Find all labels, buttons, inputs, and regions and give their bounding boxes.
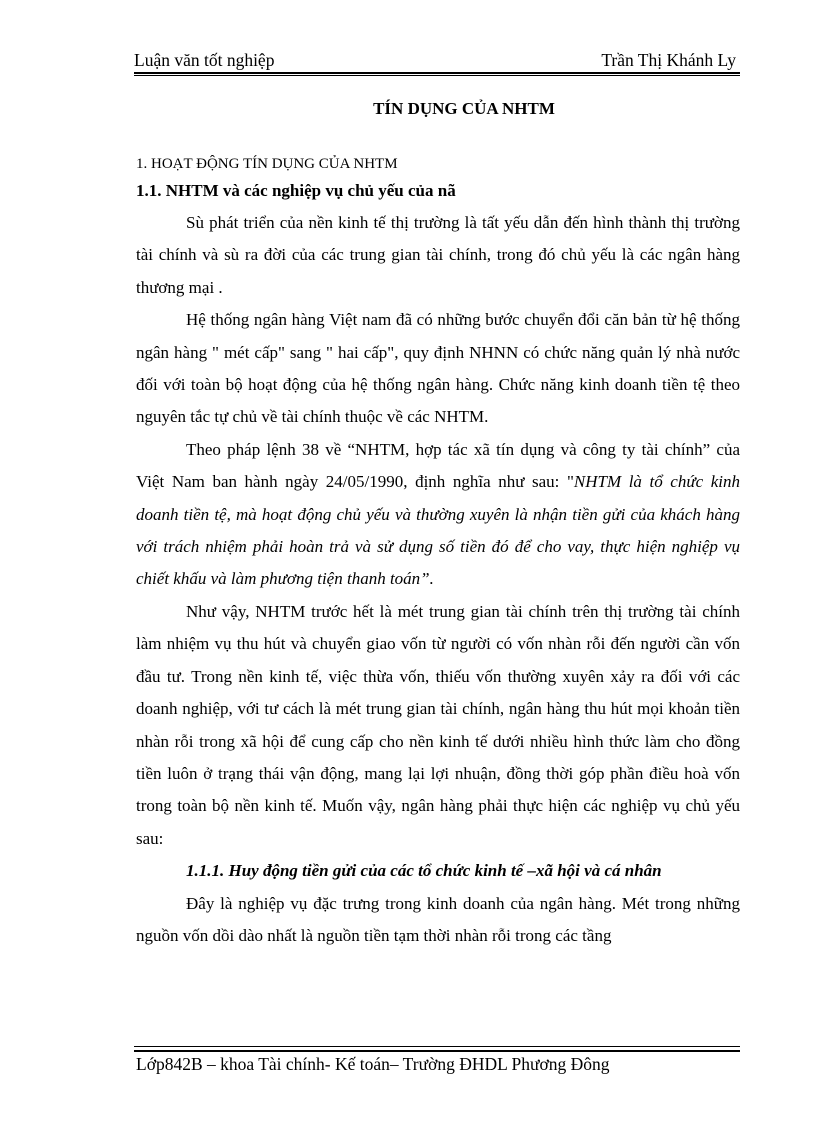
definition-quote: NHTM là tổ chức kinh doanh tiền tệ, mà hoạt động chủ yếu và thường xuyên là nhận tiền gửi của khách hàng với trách nhiệm phải hoàn trả và sử dụng số tiền đó để cho vay, thực hiện nghiệp vụ chiết khấu và làm phương tiện thanh toán”.: [136, 472, 741, 589]
footer-rule-thick: [134, 1050, 740, 1052]
section-heading-1: 1. HOẠT ĐỘNG TÍN DỤNG CỦA NHTM: [136, 156, 398, 172]
header-thesis-label: Luận văn tốt nghiệp: [134, 50, 275, 70]
paragraph-5: Đây là nghiệp vụ đặc trưng trong kinh doanh của ngân hàng. Mét trong những nguồn vốn dồi dào nhất là nguồn tiền tạm thời nhàn rỗi trong các tầng: [136, 893, 740, 945]
document-title: TÍN DỤNG CỦA NHTM: [373, 99, 555, 118]
footer-rule-thin: [134, 1046, 740, 1047]
section-heading-1-1: 1.1. NHTM và các nghiệp vụ chủ yếu của nã: [136, 181, 456, 200]
paragraph-definition: [136, 434, 740, 596]
paragraph-4: Như vậy, NHTM trước hết là mét trung gian tài chính trên thị trường tài chính làm nhiệm vụ thu hút và chuyển giao vốn từ người có vốn nhàn rỗi đến người cần vốn đầu tư. Trong nền kinh tế, việc thừa vốn, thiếu vốn thường xuyên xảy ra đối với các doanh nghiệp, với tư cách là mét trung gian tài chính, ngân hàng thu hút mọi khoản tiền nhàn rỗi trong xã hội để cung cấp cho nền kinh tế dưới nhiều hình thức làm cho đồng tiền luôn ở trạng thái vận động, mang lại lợi nhuận, đồng thời góp phần điều hoà vốn trong toàn bộ nền kinh tế. Muốn vậy, ngân hàng phải thực hiện các nghiệp vụ chủ yếu sau:: [136, 601, 740, 848]
paragraph-2: Hệ thống ngân hàng Việt nam đã có những bước chuyển đổi căn bản từ hệ thống ngân hàng " mét cấp" sang " hai cấp", quy định NHNN có chức năng quản lý nhà nước đối với toàn bộ hoạt động của hệ thống ngân hàng. Chức năng kinh doanh tiền tệ theo nguyên tắc tự chủ về tài chính thuộc về các NHTM.: [136, 310, 740, 427]
page-header: [134, 48, 740, 74]
header-author-name: Trần Thị Khánh Ly: [601, 50, 736, 70]
paragraph-1: Sù phát triển của nền kinh tế thị trường là tất yếu dẫn đến hình thành thị trường tài chính và sù ra đời của các trung gian tài chính, trong đó chủ yếu là các ngân hàng thương mại .: [136, 213, 740, 297]
section-heading-1-1-1: 1.1.1. Huy động tiền gửi của các tổ chức kinh tế –xã hội và cá nhân: [186, 861, 662, 881]
definition-lead: Theo pháp lệnh 38 về “NHTM, hợp tác xã tín dụng và công ty tài chính” của Việt Nam ban hành ngày 24/05/1990, định nghĩa như sau: ": [136, 439, 740, 492]
header-rule: [134, 75, 740, 76]
document-body: [136, 153, 740, 952]
page-footer: Lớp842B – khoa Tài chính- Kế toán– Trường ĐHDL Phương Đông: [136, 1054, 610, 1074]
